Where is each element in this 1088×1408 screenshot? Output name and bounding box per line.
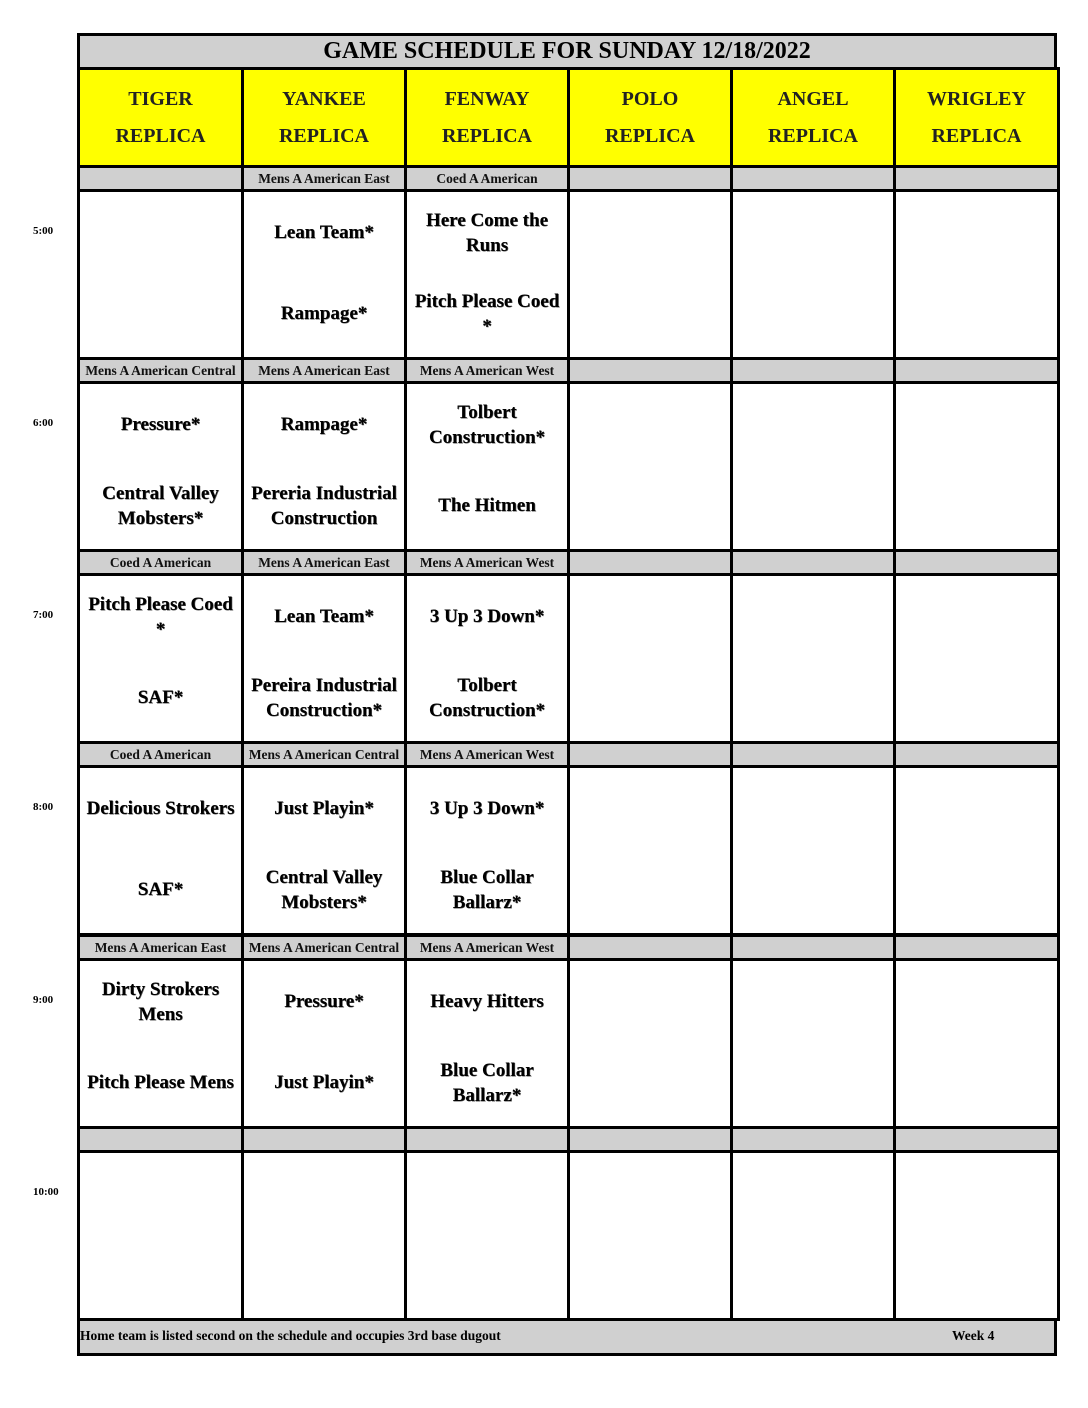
- home-team: Pereira Industrial Construction*: [251, 674, 397, 721]
- footer-note: Home team is listed second on the schedule and occupies 3rd base dugout: [80, 1328, 501, 1343]
- game-cell: [893, 1150, 1060, 1321]
- home-team: Blue Collar Ballarz*: [440, 866, 534, 913]
- away-team: Heavy Hitters: [430, 991, 544, 1012]
- game-cell: [567, 765, 733, 936]
- league-label: Mens A American West: [419, 939, 555, 955]
- game-cell: [77, 189, 244, 360]
- away-team: Lean Team*: [274, 606, 374, 627]
- game-cell: [404, 1150, 570, 1321]
- game-cell: [893, 765, 1060, 936]
- game-cell: [567, 1150, 733, 1321]
- league-label: [732, 166, 894, 191]
- home-team: SAF*: [137, 879, 184, 900]
- league-label: [569, 1127, 731, 1152]
- time-label: 8:00: [33, 801, 54, 813]
- game-cell: [730, 958, 896, 1129]
- league-label: [895, 358, 1058, 383]
- league-label: [732, 358, 894, 383]
- field-subtitle: REPLICA: [767, 124, 858, 147]
- field-subtitle: REPLICA: [931, 124, 1022, 147]
- home-team: Tolbert Construction*: [428, 674, 546, 721]
- away-team: Delicious Strokers: [86, 798, 235, 819]
- field-name: WRIGLEY: [927, 87, 1026, 110]
- home-team: Central Valley Mobsters*: [102, 482, 219, 529]
- league-label: [406, 1127, 568, 1152]
- game-cell: [893, 381, 1060, 552]
- field-subtitle: REPLICA: [441, 124, 532, 147]
- field-name: YANKEE: [282, 87, 366, 110]
- game-cell: [567, 189, 733, 360]
- game-cell: [77, 1150, 244, 1321]
- field-header-label: [241, 67, 407, 168]
- away-team: Pitch Please Coed *: [88, 593, 233, 640]
- league-label: [79, 1127, 242, 1152]
- time-label: 5:00: [33, 225, 54, 237]
- away-team: Here Come the Runs: [425, 209, 549, 256]
- league-label: Mens A American East: [258, 554, 390, 570]
- game-cell: [893, 189, 1060, 360]
- league-label: Mens A American West: [419, 554, 555, 570]
- league-label: Mens A American Central: [248, 746, 400, 762]
- league-label: Mens A American East: [258, 170, 390, 186]
- home-team: Central Valley Mobsters*: [265, 866, 383, 913]
- league-label: [895, 166, 1058, 191]
- league-label: [569, 358, 731, 383]
- away-team: Lean Team*: [274, 222, 374, 243]
- field-name: TIGER: [128, 87, 193, 110]
- league-label: Coed A American: [436, 170, 538, 186]
- away-team: Pressure*: [284, 991, 364, 1012]
- away-team: Tolbert Construction*: [428, 401, 546, 448]
- field-subtitle: REPLICA: [115, 124, 206, 147]
- league-label: Mens A American East: [258, 362, 390, 378]
- league-label: [243, 1127, 405, 1152]
- field-subtitle: REPLICA: [278, 124, 369, 147]
- home-team: Blue Collar Ballarz*: [440, 1059, 534, 1106]
- away-team: 3 Up 3 Down*: [429, 798, 545, 819]
- game-cell: [730, 189, 896, 360]
- league-label: Coed A American: [109, 554, 212, 570]
- league-label: [732, 550, 894, 575]
- field-subtitle: REPLICA: [604, 124, 695, 147]
- game-cell: [567, 958, 733, 1129]
- league-label: [895, 935, 1058, 960]
- home-team: Rampage*: [280, 303, 368, 324]
- page-title: GAME SCHEDULE FOR SUNDAY 12/18/2022: [323, 38, 811, 64]
- game-cell: [893, 573, 1060, 744]
- league-label: [895, 1127, 1058, 1152]
- league-label: [732, 935, 894, 960]
- away-team: Dirty Strokers Mens: [101, 978, 220, 1025]
- field-header-label: [77, 67, 244, 168]
- away-team: Pressure*: [120, 414, 201, 435]
- game-cell: [730, 573, 896, 744]
- home-team: The Hitmen: [438, 495, 536, 516]
- league-label: [79, 166, 242, 191]
- time-label: 7:00: [33, 609, 54, 621]
- field-name: POLO: [621, 87, 679, 110]
- game-cell: [730, 1150, 896, 1321]
- away-team: Rampage*: [280, 414, 368, 435]
- field-name: ANGEL: [777, 87, 849, 110]
- game-cell: [567, 381, 733, 552]
- home-team: Pitch Please Coed *: [414, 290, 560, 337]
- home-team: SAF*: [137, 687, 184, 708]
- league-label: [895, 550, 1058, 575]
- league-label: Mens A American East: [94, 939, 227, 955]
- field-header-label: [567, 67, 733, 168]
- league-label: [569, 742, 731, 767]
- time-label: 10:00: [33, 1186, 59, 1198]
- field-header-label: [893, 67, 1060, 168]
- away-team: Just Playin*: [274, 798, 374, 819]
- away-team: 3 Up 3 Down*: [429, 606, 545, 627]
- league-label: [732, 742, 894, 767]
- league-label: [895, 742, 1058, 767]
- game-cell: [730, 381, 896, 552]
- week-label: Week 4: [952, 1328, 995, 1343]
- time-label: 6:00: [33, 417, 54, 429]
- time-label: 9:00: [33, 994, 54, 1006]
- league-label: Mens A American Central: [248, 939, 400, 955]
- game-cell: [893, 958, 1060, 1129]
- league-label: [732, 1127, 894, 1152]
- field-header-label: [730, 67, 896, 168]
- league-label: Mens A American West: [419, 362, 555, 378]
- field-header-label: [404, 67, 570, 168]
- game-cell: [241, 1150, 407, 1321]
- field-name: FENWAY: [444, 87, 530, 110]
- league-label: [569, 166, 731, 191]
- league-label: Mens A American Central: [85, 362, 236, 378]
- home-team: Pereria Industrial Construction: [251, 482, 397, 529]
- league-label: [569, 935, 731, 960]
- league-label: Mens A American West: [419, 746, 555, 762]
- league-label: [569, 550, 731, 575]
- home-team: Pitch Please Mens: [87, 1072, 234, 1093]
- game-cell: [567, 573, 733, 744]
- home-team: Just Playin*: [274, 1072, 374, 1093]
- game-cell: [730, 765, 896, 936]
- league-label: Coed A American: [109, 746, 212, 762]
